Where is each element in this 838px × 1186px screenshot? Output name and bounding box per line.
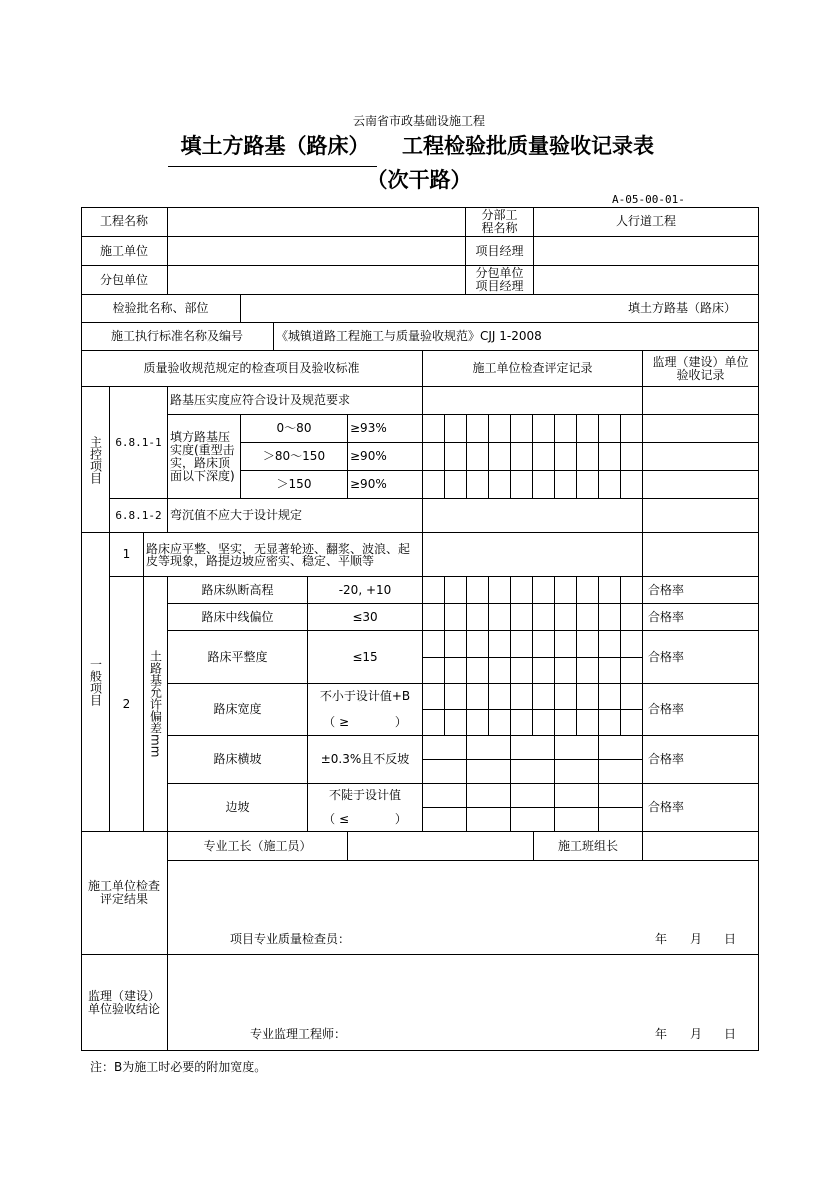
supervisor-record-header: 监理（建设）单位验收记录 — [643, 351, 759, 387]
check-cell[interactable] — [445, 604, 467, 631]
check-cell[interactable] — [467, 760, 511, 784]
check-cell[interactable] — [511, 604, 533, 631]
value-line-2[interactable]: （ ≤ ） — [323, 811, 407, 826]
check-cell[interactable] — [489, 684, 511, 710]
check-cell[interactable] — [445, 631, 467, 658]
batch-label: 检验批名称、部位 — [81, 295, 241, 323]
check-cell[interactable] — [621, 415, 643, 443]
supervisor-cell[interactable] — [643, 499, 759, 533]
check-cell[interactable] — [445, 443, 467, 471]
tolerance-item-value: ≤15 — [308, 631, 423, 684]
check-cell[interactable] — [423, 471, 445, 499]
check-cell[interactable] — [511, 736, 555, 760]
supervisor-cell[interactable] — [643, 443, 759, 471]
contractor-result-label: 施工单位检查评定结果 — [81, 832, 168, 955]
check-cell[interactable] — [621, 658, 643, 685]
check-cell[interactable] — [511, 415, 533, 443]
check-cell[interactable] — [489, 710, 511, 736]
check-cell[interactable] — [511, 443, 533, 471]
check-cell[interactable] — [555, 710, 577, 736]
date-year: 年 — [655, 932, 668, 946]
check-cell[interactable] — [511, 631, 533, 658]
team-leader-field[interactable] — [643, 832, 759, 861]
item-code-6-8-1-2: 6.8.1-2 — [110, 499, 168, 533]
project-name-label: 工程名称 — [81, 207, 168, 237]
check-cell[interactable] — [533, 577, 555, 604]
form-title-part2: 工程检验批质量验收记录表 — [402, 133, 654, 158]
check-cell[interactable] — [599, 415, 621, 443]
check-cell[interactable] — [555, 631, 577, 658]
tolerance-item-name: 路床宽度 — [168, 684, 308, 736]
check-cell[interactable] — [423, 784, 467, 808]
check-cell[interactable] — [511, 684, 533, 710]
check-cell[interactable] — [423, 415, 445, 443]
compaction-req: ≥93% — [348, 415, 423, 443]
check-cell[interactable] — [467, 577, 489, 604]
value-line-1: 不陡于设计值 — [328, 788, 401, 803]
check-grid[interactable] — [423, 736, 643, 784]
date-month: 月 — [690, 1027, 703, 1041]
sub-pm-label: 分包单位项目经理 — [466, 266, 534, 295]
check-cell[interactable] — [577, 684, 599, 710]
check-cell[interactable] — [577, 604, 599, 631]
general-item-1-no: 1 — [110, 533, 144, 577]
check-cell[interactable] — [533, 415, 555, 443]
check-cell[interactable] — [621, 471, 643, 499]
team-leader-label: 施工班组长 — [534, 832, 643, 861]
depth-value: ＞150 — [241, 471, 348, 499]
compaction-req: ≥90% — [348, 471, 423, 499]
depth-value: 0～80 — [241, 415, 348, 443]
contractor-result-field[interactable] — [168, 861, 759, 955]
check-cell[interactable] — [555, 684, 577, 710]
check-cell[interactable] — [599, 577, 621, 604]
check-grid[interactable] — [423, 577, 643, 604]
check-grid[interactable] — [423, 471, 643, 499]
contractor-record-header: 施工单位检查评定记录 — [423, 351, 643, 387]
check-cell[interactable] — [511, 577, 533, 604]
check-cell[interactable] — [423, 736, 467, 760]
check-cell[interactable] — [467, 631, 489, 658]
check-cell[interactable] — [555, 443, 577, 471]
general-item-1-desc: 路床应平整、坚实，无显著轮迹、翻浆、波浪、起皮等现象，路提边坡应密实、稳定、平顺等 — [144, 533, 423, 577]
check-cell[interactable] — [533, 443, 555, 471]
check-cell[interactable] — [489, 604, 511, 631]
check-cell[interactable] — [423, 631, 445, 658]
criteria-header: 质量验收规范规定的检查项目及验收标准 — [81, 351, 423, 387]
check-cell[interactable] — [489, 658, 511, 685]
check-cell[interactable] — [511, 808, 555, 832]
check-cell[interactable] — [599, 736, 643, 760]
engineer-label: 专业监理工程师： — [250, 1027, 347, 1041]
check-cell[interactable] — [467, 604, 489, 631]
check-grid[interactable] — [423, 415, 643, 443]
check-cell[interactable] — [555, 604, 577, 631]
check-cell[interactable] — [445, 577, 467, 604]
check-cell[interactable] — [621, 684, 643, 710]
check-cell[interactable] — [621, 631, 643, 658]
form-subtitle: （次干路） — [366, 167, 472, 192]
tolerance-item-value: ≤30 — [308, 604, 423, 631]
check-cell[interactable] — [445, 710, 467, 736]
check-cell[interactable] — [577, 658, 599, 685]
check-cell[interactable] — [555, 736, 599, 760]
check-cell[interactable] — [489, 443, 511, 471]
check-cell[interactable] — [445, 684, 467, 710]
tolerance-item-value — [308, 784, 423, 832]
check-cell[interactable] — [511, 471, 533, 499]
check-cell[interactable] — [467, 415, 489, 443]
check-cell[interactable] — [445, 471, 467, 499]
deflection-requirement: 弯沉值不应大于设计规定 — [168, 499, 423, 533]
pass-rate[interactable]: 合格率 — [643, 784, 759, 832]
pm-label: 项目经理 — [466, 237, 534, 266]
compaction-req: ≥90% — [348, 443, 423, 471]
check-cell[interactable] — [467, 443, 489, 471]
tolerance-item-name: 路床平整度 — [168, 631, 308, 684]
form-number: A-05-00-01- — [612, 193, 685, 206]
check-cell[interactable] — [467, 710, 489, 736]
contractor-field[interactable] — [168, 237, 466, 266]
check-cell[interactable] — [533, 604, 555, 631]
check-cell[interactable] — [511, 710, 533, 736]
check-cell[interactable] — [489, 577, 511, 604]
check-cell[interactable] — [467, 684, 489, 710]
check-cell[interactable] — [599, 658, 621, 685]
depth-value: ＞80～150 — [241, 443, 348, 471]
general-item-2-no: 2 — [110, 577, 144, 832]
check-grid[interactable] — [423, 443, 643, 471]
sub-project-field[interactable]: 人行道工程 — [534, 207, 759, 237]
tolerance-item-name: 边坡 — [168, 784, 308, 832]
check-cell[interactable] — [489, 415, 511, 443]
check-cell[interactable] — [467, 784, 511, 808]
check-cell[interactable] — [423, 760, 467, 784]
check-cell[interactable] — [467, 808, 511, 832]
supervisor-cell[interactable] — [643, 533, 759, 577]
check-cell[interactable] — [423, 684, 445, 710]
form-title-part1: 填土方路基（路床） — [180, 133, 370, 158]
check-cell[interactable] — [621, 443, 643, 471]
check-cell[interactable] — [533, 710, 555, 736]
check-cell[interactable] — [599, 631, 621, 658]
check-cell[interactable] — [621, 710, 643, 736]
check-cell[interactable] — [511, 658, 533, 685]
record-cell[interactable] — [423, 499, 643, 533]
supervisor-cell[interactable] — [643, 387, 759, 415]
check-cell[interactable] — [555, 760, 599, 784]
check-cell[interactable] — [423, 577, 445, 604]
check-cell[interactable] — [511, 784, 555, 808]
batch-field[interactable]: 填土方路基（路床） — [241, 295, 759, 323]
check-cell[interactable] — [599, 710, 621, 736]
check-cell[interactable] — [555, 471, 577, 499]
pass-rate[interactable]: 合格率 — [643, 631, 759, 684]
pass-rate[interactable]: 合格率 — [643, 604, 759, 631]
check-cell[interactable] — [599, 808, 643, 832]
check-grid[interactable] — [423, 604, 643, 631]
check-cell[interactable] — [555, 577, 577, 604]
check-cell[interactable] — [555, 784, 599, 808]
check-grid[interactable] — [423, 684, 643, 736]
check-cell[interactable] — [423, 604, 445, 631]
check-cell[interactable] — [511, 760, 555, 784]
record-cell[interactable] — [423, 533, 643, 577]
check-cell[interactable] — [533, 631, 555, 658]
tolerance-item-value: ±0.3%且不反坡 — [308, 736, 423, 784]
check-cell[interactable] — [423, 443, 445, 471]
org-name: 云南省市政基础设施工程 — [352, 114, 485, 128]
check-cell[interactable] — [621, 604, 643, 631]
check-cell[interactable] — [445, 415, 467, 443]
pass-rate[interactable]: 合格率 — [643, 736, 759, 784]
check-cell[interactable] — [423, 808, 467, 832]
check-cell[interactable] — [599, 604, 621, 631]
check-cell[interactable] — [621, 577, 643, 604]
tolerance-item-value: -20, +10 — [308, 577, 423, 604]
pass-rate[interactable]: 合格率 — [643, 684, 759, 736]
check-cell[interactable] — [555, 415, 577, 443]
project-name-field[interactable] — [168, 207, 466, 237]
tolerance-label: 土路基允许偏差mm — [144, 577, 168, 832]
check-grid[interactable] — [423, 784, 643, 832]
tolerance-item-value — [308, 684, 423, 736]
check-cell[interactable] — [489, 631, 511, 658]
pm-field[interactable] — [534, 237, 759, 266]
check-cell[interactable] — [555, 808, 599, 832]
foreman-field[interactable] — [348, 832, 534, 861]
check-cell[interactable] — [599, 784, 643, 808]
tolerance-item-name: 路床横坡 — [168, 736, 308, 784]
standard-label: 施工执行标准名称及编号 — [81, 323, 274, 351]
inspector-label: 项目专业质量检查员： — [230, 932, 351, 946]
check-cell[interactable] — [423, 710, 445, 736]
general-items-label: 一般项目 — [81, 533, 110, 832]
check-cell[interactable] — [577, 710, 599, 736]
check-cell[interactable] — [467, 736, 511, 760]
check-cell[interactable] — [599, 443, 621, 471]
check-cell[interactable] — [467, 658, 489, 685]
check-grid[interactable] — [423, 631, 643, 684]
subcontractor-field[interactable] — [168, 266, 466, 295]
check-cell[interactable] — [445, 658, 467, 685]
value-line-1: 不小于设计值+B — [319, 689, 411, 704]
main-control-label: 主控项目 — [81, 387, 110, 533]
check-cell[interactable] — [533, 658, 555, 685]
check-cell[interactable] — [555, 658, 577, 685]
check-cell[interactable] — [489, 471, 511, 499]
date-year: 年 — [655, 1027, 668, 1041]
footnote: 注：B为施工时必要的附加宽度。 — [90, 1060, 267, 1074]
subcontractor-label: 分包单位 — [81, 266, 168, 295]
check-cell[interactable] — [599, 760, 643, 784]
check-cell[interactable] — [533, 471, 555, 499]
supervisor-cell[interactable] — [643, 471, 759, 499]
check-cell[interactable] — [533, 684, 555, 710]
check-cell[interactable] — [577, 471, 599, 499]
compaction-requirement: 路基压实度应符合设计及规范要求 — [168, 387, 423, 415]
supervisor-cell[interactable] — [643, 415, 759, 443]
supervisor-result-label: 监理（建设）单位验收结论 — [81, 955, 168, 1051]
check-cell[interactable] — [577, 577, 599, 604]
check-cell[interactable] — [599, 471, 621, 499]
item-code-6-8-1-1: 6.8.1-1 — [110, 387, 168, 499]
supervisor-result-field[interactable] — [168, 955, 759, 1051]
contractor-label: 施工单位 — [81, 237, 168, 266]
tolerance-item-name: 路床中线偏位 — [168, 604, 308, 631]
pass-rate[interactable]: 合格率 — [643, 577, 759, 604]
date-day: 日 — [724, 1027, 737, 1041]
check-cell[interactable] — [599, 684, 621, 710]
check-cell[interactable] — [423, 658, 445, 685]
tolerance-item-name: 路床纵断高程 — [168, 577, 308, 604]
record-cell[interactable] — [423, 387, 643, 415]
value-line-2[interactable]: （ ≥ ） — [323, 714, 407, 729]
standard-field[interactable]: 《城镇道路工程施工与质量验收规范》CJJ 1-2008 — [274, 323, 759, 351]
sub-pm-field[interactable] — [534, 266, 759, 295]
check-cell[interactable] — [467, 471, 489, 499]
check-cell[interactable] — [577, 631, 599, 658]
check-cell[interactable] — [577, 415, 599, 443]
foreman-label: 专业工长（施工员） — [168, 832, 348, 861]
date-month: 月 — [690, 932, 703, 946]
check-cell[interactable] — [577, 443, 599, 471]
compaction-label: 填方路基压实度(重型击实，路床顶面以下深度) — [168, 415, 241, 499]
date-day: 日 — [724, 932, 737, 946]
sub-project-label: 分部工程名称 — [466, 207, 534, 237]
